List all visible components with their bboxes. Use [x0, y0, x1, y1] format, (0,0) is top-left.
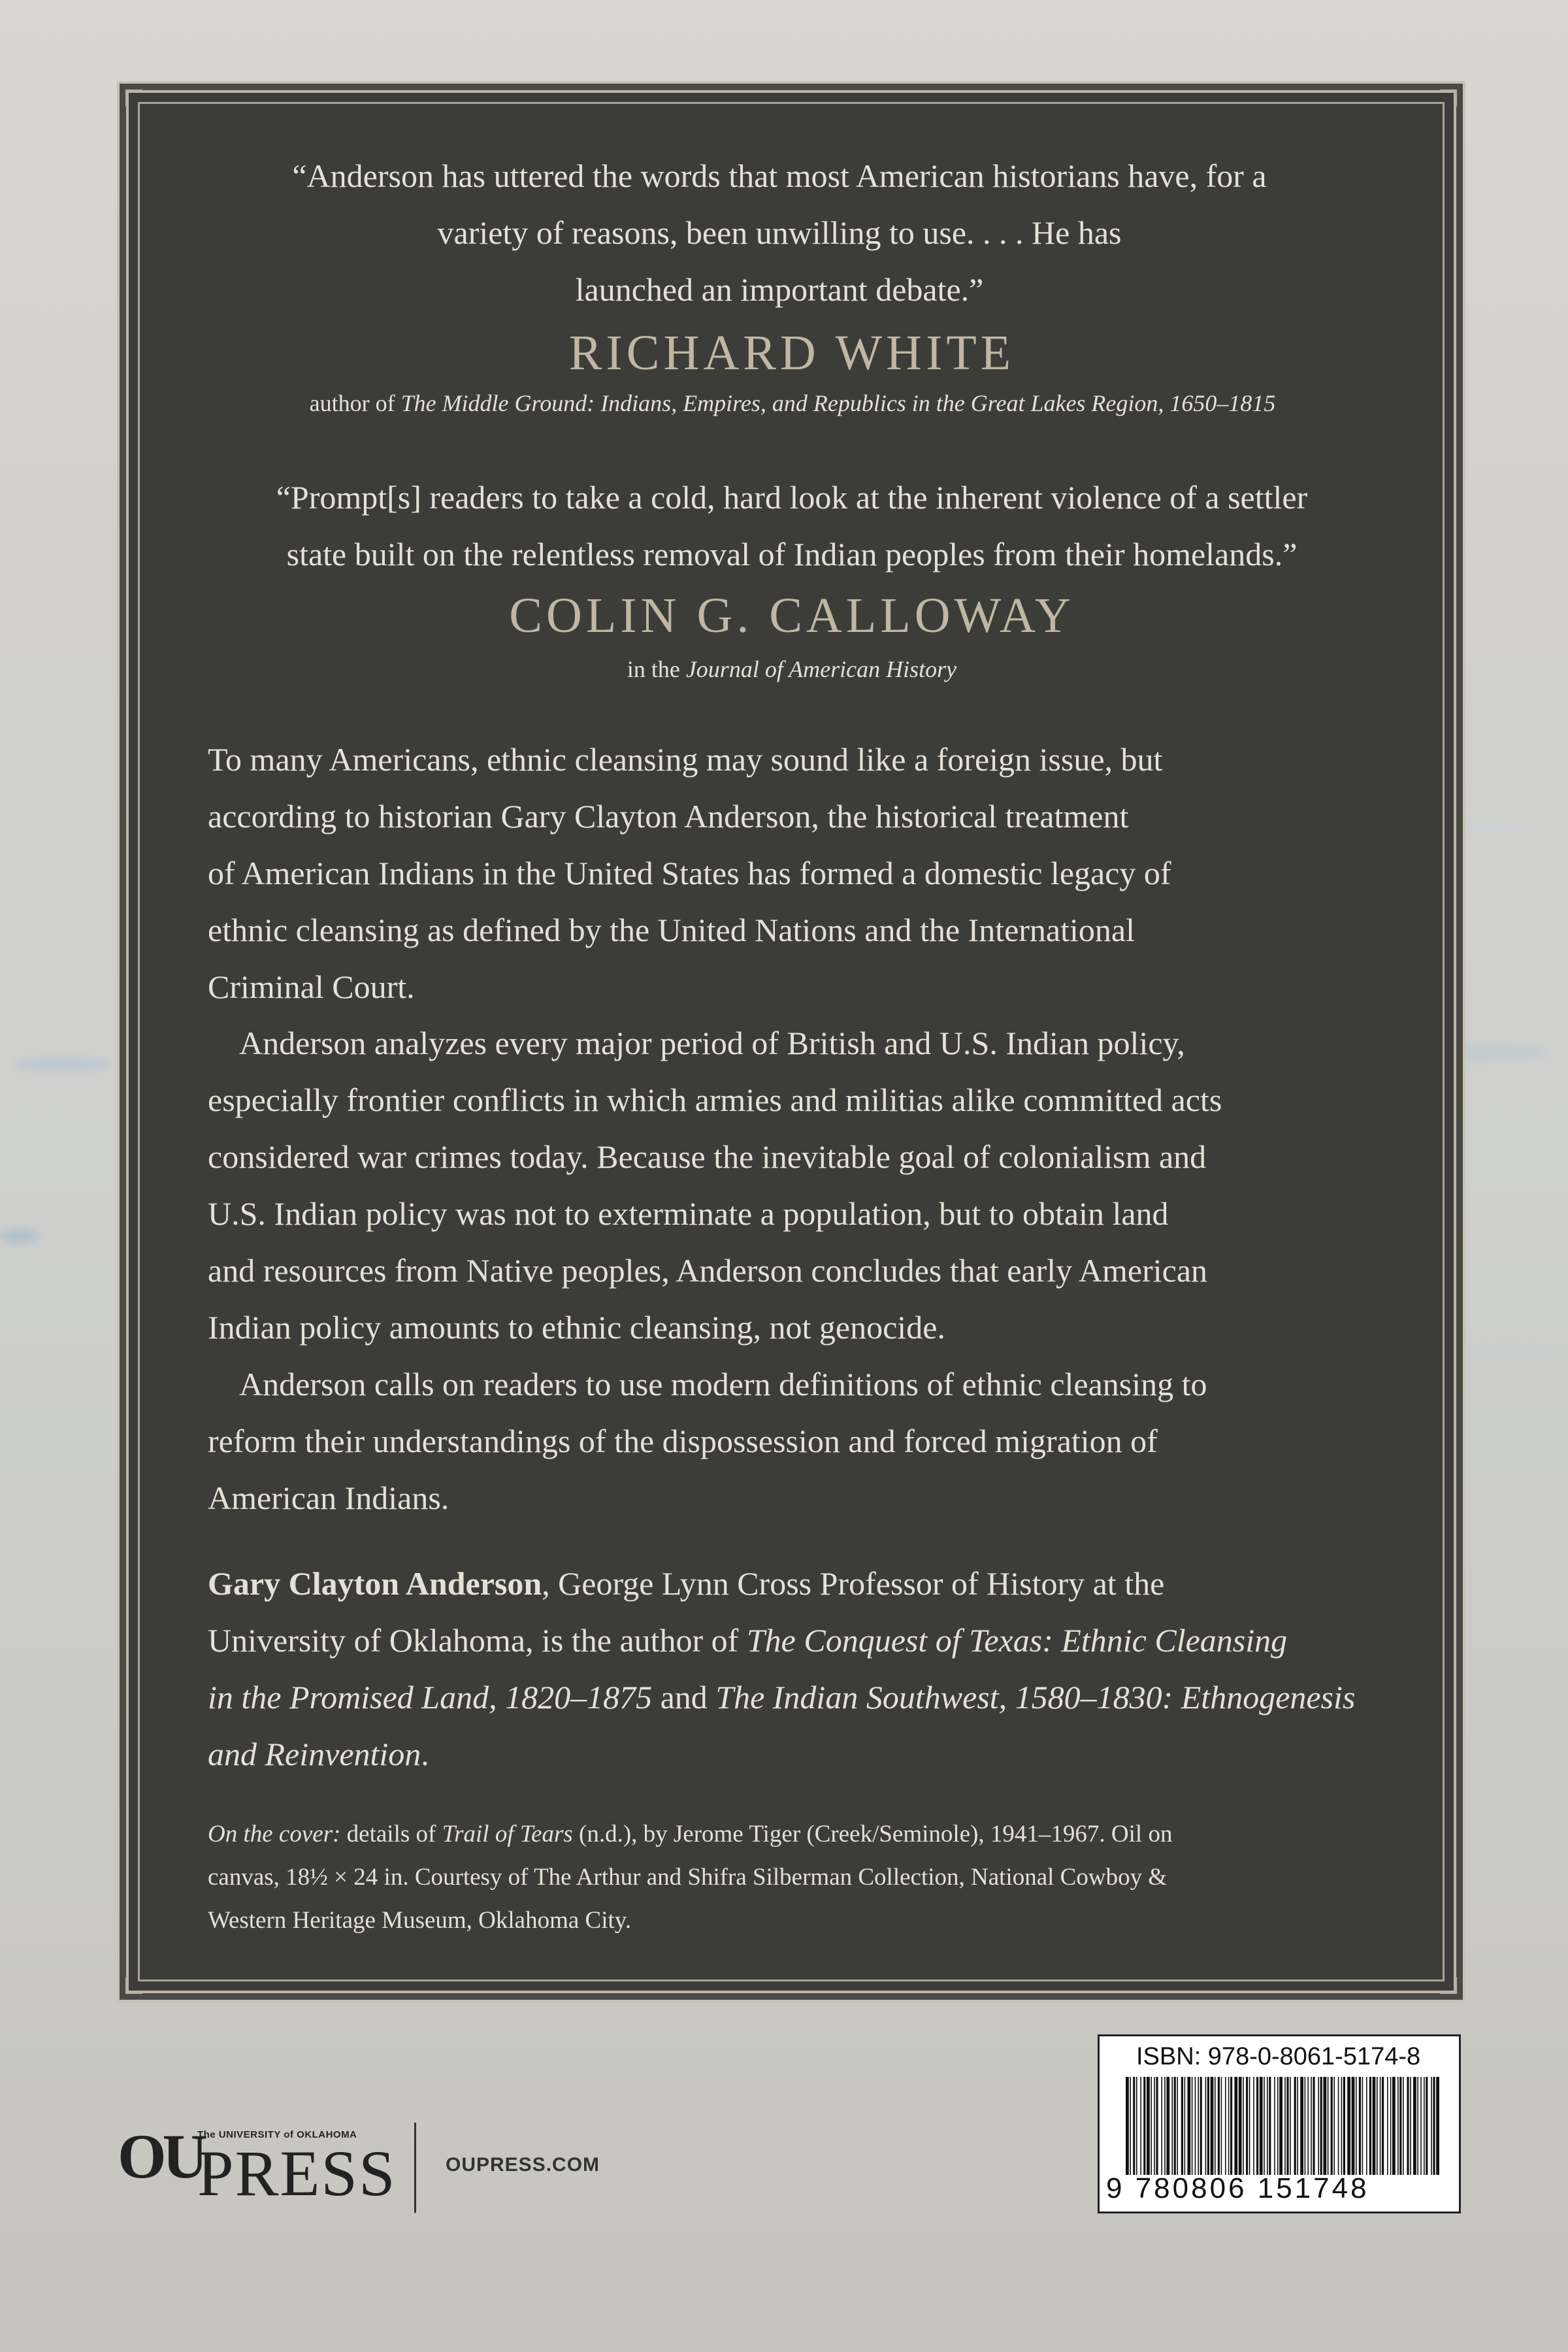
text-line — [208, 1726, 1358, 1783]
barcode-bar — [1343, 2077, 1345, 2175]
barcode-bar — [1154, 2077, 1155, 2175]
barcode-bar — [1230, 2077, 1232, 2175]
barcode-bar — [1417, 2077, 1418, 2175]
barcode-bar — [1426, 2077, 1428, 2175]
barcode-bar — [1130, 2077, 1131, 2175]
barcode-bar — [1181, 2077, 1183, 2175]
text-line: Indian policy amounts to ethnic cleansing, not genocide. — [208, 1309, 945, 1346]
barcode-bar — [1420, 2077, 1422, 2175]
barcode-bar — [1323, 2077, 1326, 2175]
barcode-bar — [1362, 2077, 1364, 2175]
barcode-bar — [1320, 2077, 1322, 2175]
text-line: To many Americans, ethnic cleansing may sound like a foreign issue, but — [208, 741, 1163, 778]
ou-monogram: OU — [118, 2121, 204, 2191]
attribution-prefix: author of — [309, 390, 401, 416]
author-name: Gary Clayton Anderson — [208, 1565, 542, 1602]
barcode-bar — [1284, 2077, 1286, 2175]
text-line: American Indians. — [208, 1480, 449, 1516]
barcode-bar — [1200, 2077, 1202, 2175]
text-line: U.S. Indian policy was not to exterminate a population, but to obtain land — [208, 1195, 1169, 1232]
barcode-bar — [1215, 2077, 1216, 2175]
text-line: Western Heritage Museum, Oklahoma City. — [208, 1907, 632, 1934]
barcode-bar — [1347, 2077, 1350, 2175]
description-paragraph-1 — [208, 731, 1358, 1016]
barcode-bar — [1413, 2077, 1416, 2175]
attribution-title: The Middle Ground: Indians, Empires, and Republics in the Great Lakes Region, 1650–1815 — [400, 390, 1276, 416]
text-line: according to historian Gary Clayton Anderson, the historical treatment — [208, 798, 1129, 835]
barcode-bars — [1126, 2077, 1439, 2175]
barcode-bar — [1377, 2077, 1378, 2175]
text-line: Criminal Court. — [208, 969, 415, 1005]
description-paragraph-3 — [208, 1356, 1358, 1527]
barcode-bar — [1184, 2077, 1186, 2175]
corner-ornament — [125, 90, 142, 107]
text-line: and resources from Native peoples, Anderson concludes that early American — [208, 1252, 1208, 1289]
barcode-bar — [1399, 2077, 1401, 2175]
barcode-bar — [1133, 2077, 1135, 2175]
barcode-bar — [1410, 2077, 1411, 2175]
barcode-bar — [1274, 2077, 1275, 2175]
barcode-bar — [1431, 2077, 1432, 2175]
blurb-author-1: RICHARD WHITE — [568, 325, 1015, 380]
barcode-bar — [1211, 2077, 1214, 2175]
attribution-title: Journal of American History — [685, 656, 957, 682]
corner-ornament — [125, 1977, 142, 1994]
barcode-bar — [1390, 2077, 1392, 2175]
barcode-bar — [1207, 2077, 1209, 2175]
barcode-bar — [1380, 2077, 1381, 2175]
publisher-logo — [118, 2117, 614, 2215]
barcode-bar — [1140, 2077, 1141, 2175]
cover-credit — [208, 1813, 1364, 1942]
barcode-bar — [1338, 2077, 1339, 2175]
barcode-bar — [1387, 2077, 1388, 2175]
blurb-quote-1 — [191, 148, 1367, 318]
blurb-quote-2 — [191, 469, 1392, 583]
text-line: ethnic cleansing as defined by the United Nations and the International — [208, 912, 1135, 948]
barcode-bar — [1221, 2077, 1222, 2175]
barcode-bar — [1174, 2077, 1176, 2175]
text-line: especially frontier conflicts in which armies and militias alike committed acts — [208, 1082, 1222, 1118]
barcode-bar — [1198, 2077, 1199, 2175]
logo-divider — [414, 2123, 416, 2213]
attribution-prefix: in the — [627, 656, 686, 682]
barcode-bar — [1136, 2077, 1137, 2175]
barcode-bar — [1264, 2077, 1265, 2175]
text-line: Anderson calls on readers to use modern definitions of ethnic cleansing to — [239, 1366, 1207, 1402]
barcode-bar — [1205, 2077, 1207, 2175]
barcode-bar — [1297, 2077, 1298, 2175]
barcode-bar — [1279, 2077, 1282, 2175]
barcode-bar — [1311, 2077, 1312, 2175]
barcode-bar — [1239, 2077, 1242, 2175]
barcode-bar — [1256, 2077, 1258, 2175]
barcode-bar — [1382, 2077, 1384, 2175]
barcode-bar — [1397, 2077, 1399, 2175]
barcode-bar — [1246, 2077, 1248, 2175]
barcode-bar — [1269, 2077, 1271, 2175]
barcode-bar — [1424, 2077, 1425, 2175]
barcode-bar — [1156, 2077, 1158, 2175]
text-line — [208, 1669, 1358, 1726]
book-title: The Conquest of Texas: Ethnic Cleansing — [746, 1622, 1288, 1659]
barcode-bar — [1267, 2077, 1268, 2175]
barcode-bar — [1307, 2077, 1309, 2175]
barcode-bar — [1143, 2077, 1145, 2175]
university-name: The UNIVERSITY of OKLAHOMA — [197, 2129, 357, 2140]
text-fragment: . — [421, 1736, 429, 1772]
barcode-bar — [1195, 2077, 1196, 2175]
barcode-bar — [1166, 2077, 1169, 2175]
barcode-bar — [1300, 2077, 1303, 2175]
barcode-bar — [1403, 2077, 1404, 2175]
barcode-bar — [1356, 2077, 1357, 2175]
painted-streak — [0, 1229, 39, 1244]
barcode-bar — [1218, 2077, 1220, 2175]
artwork-title: Trail of Tears — [442, 1821, 573, 1847]
text-line — [208, 1813, 1364, 1856]
publisher-url: OUPRESS.COM — [446, 2154, 600, 2176]
text-fragment: (n.d.), by Jerome Tiger (Creek/Seminole), 1941–1967. Oil on — [572, 1821, 1173, 1847]
barcode-bar — [1294, 2077, 1296, 2175]
barcode-bar — [1373, 2077, 1376, 2175]
barcode-bar — [1253, 2077, 1254, 2175]
press-wordmark: PRESS — [197, 2137, 397, 2210]
barcode-bar — [1249, 2077, 1250, 2175]
barcode-bar — [1243, 2077, 1244, 2175]
blurb-attribution-1 — [191, 389, 1394, 417]
barcode-bar — [1433, 2077, 1435, 2175]
barcode-bar — [1392, 2077, 1396, 2175]
barcode-bar — [1407, 2077, 1409, 2175]
barcode-bar — [1260, 2077, 1263, 2175]
book-title: and Reinvention — [208, 1736, 421, 1772]
barcode-bar — [1436, 2077, 1439, 2175]
barcode-bar — [1331, 2077, 1333, 2175]
book-title: The Indian Southwest, 1580–1830: Ethnogenesis — [715, 1679, 1356, 1715]
text-line: of American Indians in the United States has formed a domestic legacy of — [208, 855, 1171, 891]
barcode-bar — [1341, 2077, 1343, 2175]
barcode-bar — [1305, 2077, 1306, 2175]
barcode-bar — [1225, 2077, 1226, 2175]
barcode-bar — [1359, 2077, 1361, 2175]
barcode-bar — [1234, 2077, 1237, 2175]
isbn-barcode — [1098, 2034, 1461, 2213]
text-line — [208, 1555, 1358, 1612]
blurb-line: variety of reasons, been unwilling to use. . . . He has — [437, 214, 1122, 251]
barcode-bar — [1286, 2077, 1288, 2175]
barcode-bar — [1328, 2077, 1329, 2175]
barcode-bar — [1177, 2077, 1178, 2175]
barcode-bar — [1290, 2077, 1291, 2175]
text-fragment: details of — [340, 1821, 442, 1847]
barcode-bar — [1151, 2077, 1152, 2175]
blurb-author-2: COLIN G. CALLOWAY — [509, 588, 1075, 643]
text-line: canvas, 18½ × 24 in. Courtesy of The Arthur and Shifra Silberman Collection, National Cowboy & — [208, 1864, 1168, 1891]
barcode-bar — [1147, 2077, 1150, 2175]
barcode-bar — [1161, 2077, 1162, 2175]
barcode-bar — [1277, 2077, 1279, 2175]
corner-ornament — [1440, 90, 1457, 107]
barcode-bar — [1228, 2077, 1230, 2175]
barcode-bar — [1318, 2077, 1319, 2175]
barcode-bar — [1369, 2077, 1371, 2175]
painted-streak — [1463, 1346, 1561, 1355]
blurb-line: “Anderson has uttered the words that most American historians have, for a — [292, 157, 1267, 194]
author-bio — [208, 1555, 1358, 1783]
barcode-bar — [1313, 2077, 1315, 2175]
painted-streak — [13, 1059, 111, 1070]
text-line: Anderson analyzes every major period of British and U.S. Indian policy, — [239, 1025, 1185, 1061]
barcode-bar — [1366, 2077, 1367, 2175]
blurb-attribution-2 — [191, 655, 1392, 683]
blurb-line: launched an important debate.” — [575, 271, 984, 308]
text-fragment: , George Lynn Cross Professor of History at the — [542, 1565, 1165, 1602]
book-title: in the Promised Land, 1820–1875 — [208, 1679, 653, 1715]
credit-label: On the cover: — [208, 1821, 341, 1847]
barcode-bar — [1126, 2077, 1129, 2175]
barcode-bar — [1333, 2077, 1335, 2175]
blurb-line: “Prompt[s] readers to take a cold, hard look at the inherent violence of a settler — [276, 479, 1308, 516]
barcode-bar — [1187, 2077, 1190, 2175]
barcode-bar — [1192, 2077, 1193, 2175]
barcode-bar — [1171, 2077, 1173, 2175]
barcode-bar — [1164, 2077, 1166, 2175]
blurb-line: state built on the relentless removal of Indian peoples from their homelands.” — [286, 536, 1298, 572]
text-line: considered war crimes today. Because the inevitable goal of colonialism and — [208, 1138, 1207, 1175]
text-line: reform their understandings of the dispossession and forced migration of — [208, 1423, 1158, 1459]
corner-ornament — [1440, 1977, 1457, 1994]
text-fragment: and — [652, 1679, 716, 1715]
text-fragment: University of Oklahoma, is the author of — [208, 1622, 747, 1659]
description-paragraph-2 — [208, 1015, 1358, 1356]
text-line — [208, 1612, 1358, 1669]
barcode-bar — [1352, 2077, 1355, 2175]
isbn-label: ISBN: 978-0-8061-5174-8 — [1136, 2043, 1421, 2070]
barcode-digits: 9 780806 151748 — [1106, 2172, 1369, 2204]
